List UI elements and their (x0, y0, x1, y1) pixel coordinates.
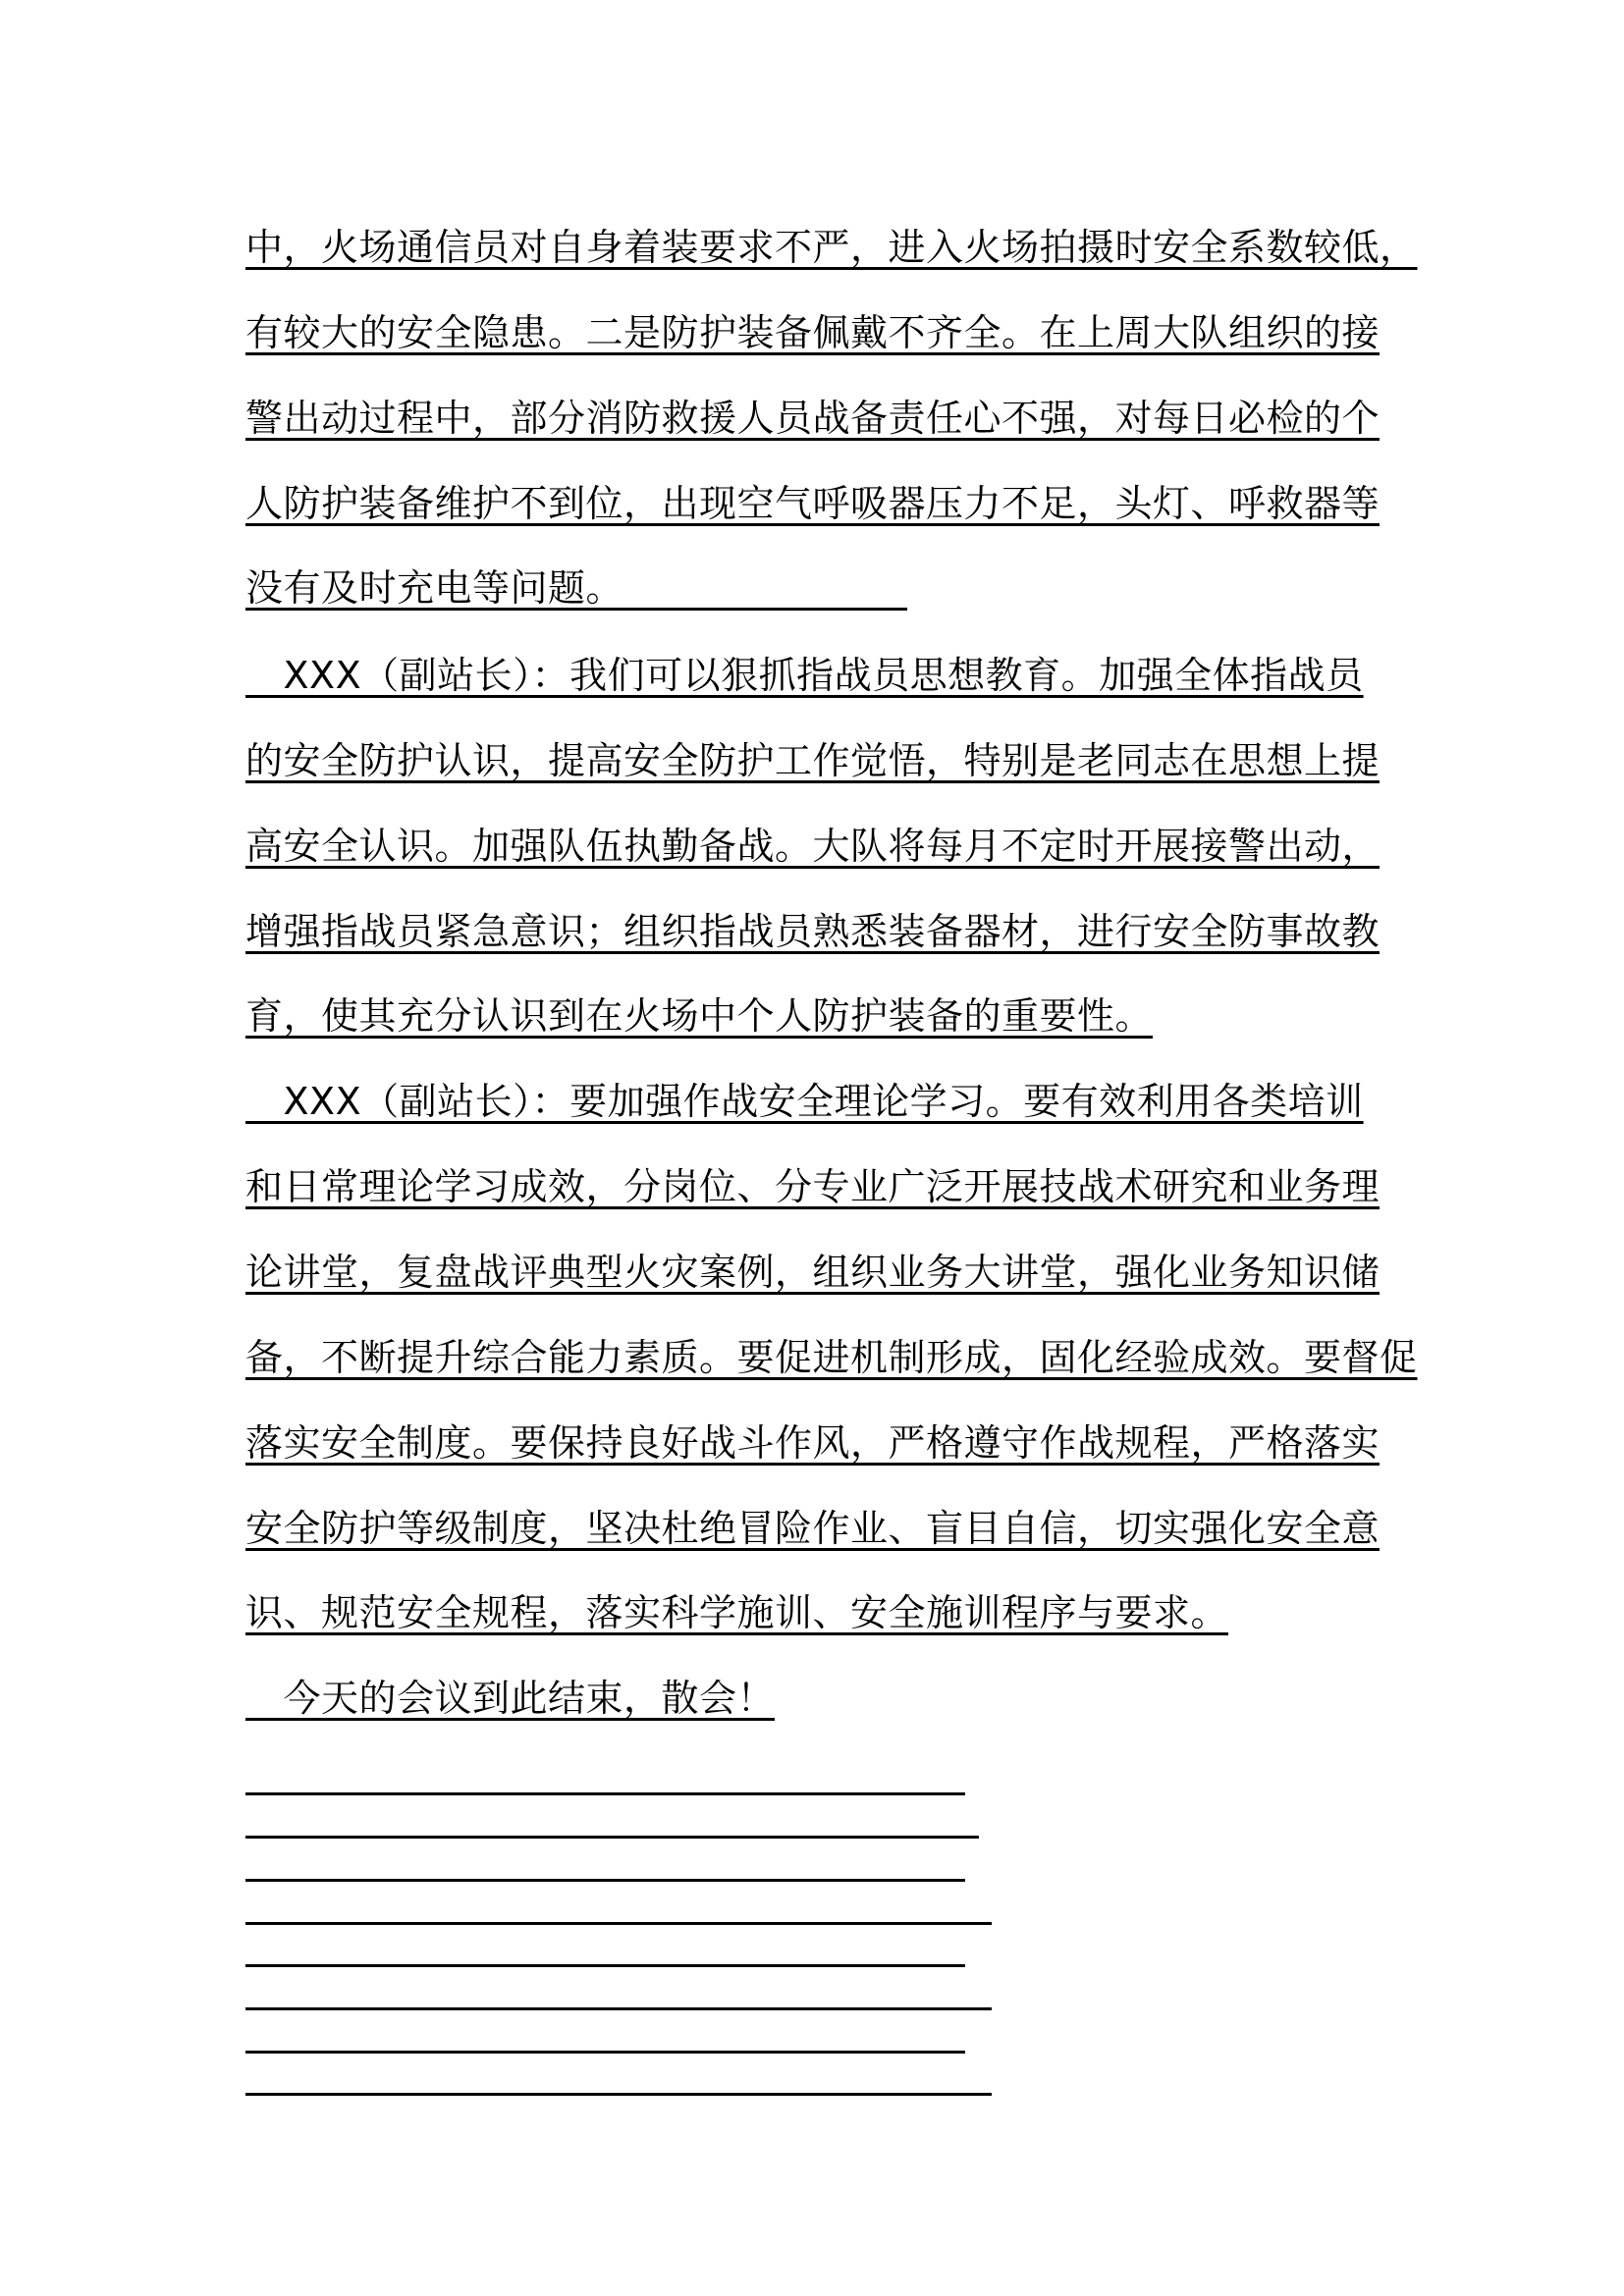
text-line: 高安全认识。加强队伍执勤备战。大队将每月不定时开展接警出动， (245, 825, 1380, 868)
speaker-paragraph-2: XXX（副站长）：要加强作战安全理论学习。要有效利用各类培训 (245, 1080, 1364, 1123)
blank-underline (245, 1836, 979, 1839)
blank-underline (245, 2007, 992, 2010)
closing-line: 今天的会议到此结束，散会！ (245, 1677, 776, 1720)
text-line: 和日常理论学习成效，分岗位、分专业广泛开展技战术研究和业务理 (245, 1165, 1380, 1208)
text-line: 备，不断提升综合能力素质。要促进机制形成，固化经验成效。要督促 (245, 1336, 1418, 1379)
text-line: 落实安全制度。要保持良好战斗作风，严格遵守作战规程，严格落实 (245, 1421, 1380, 1465)
blank-underline (245, 2093, 992, 2096)
blank-underline (245, 1879, 965, 1882)
text-line: 增强指战员紧急意识；组织指战员熟悉装备器材，进行安全防事故教 (245, 910, 1380, 953)
text-line: 警出动过程中，部分消防救援人员战备责任心不强，对每日必检的个 (245, 397, 1380, 440)
text-line: 没有及时充电等问题。 (245, 566, 908, 610)
blank-underline (245, 1922, 992, 1925)
text-line: 人防护装备维护不到位，出现空气呼吸器压力不足，头灯、呼救器等 (245, 482, 1380, 525)
text-line: 论讲堂，复盘战评典型火灾案例，组织业务大讲堂，强化业务知识储 (245, 1251, 1380, 1294)
blank-underline (245, 1792, 965, 1795)
text-line: 的安全防护认识，提高安全防护工作觉悟，特别是老同志在思想上提 (245, 739, 1380, 782)
text-line: 有较大的安全隐患。二是防护装备佩戴不齐全。在上周大队组织的接 (245, 311, 1380, 354)
speaker-paragraph-1: XXX（副站长）：我们可以狠抓指战员思想教育。加强全体指战员 (245, 654, 1364, 697)
text-line: 育，使其充分认识到在火场中个人防护装备的重要性。 (245, 994, 1154, 1038)
blank-underline (245, 1964, 965, 1967)
text-line: 中，火场通信员对自身着装要求不严，进入火场拍摄时安全系数较低， (245, 226, 1418, 269)
text-line: 安全防护等级制度，坚决杜绝冒险作业、盲目自信，切实强化安全意 (245, 1507, 1380, 1550)
text-line: 识、规范安全规程，落实科学施训、安全施训程序与要求。 (245, 1591, 1229, 1634)
blank-underline (245, 2051, 965, 2054)
